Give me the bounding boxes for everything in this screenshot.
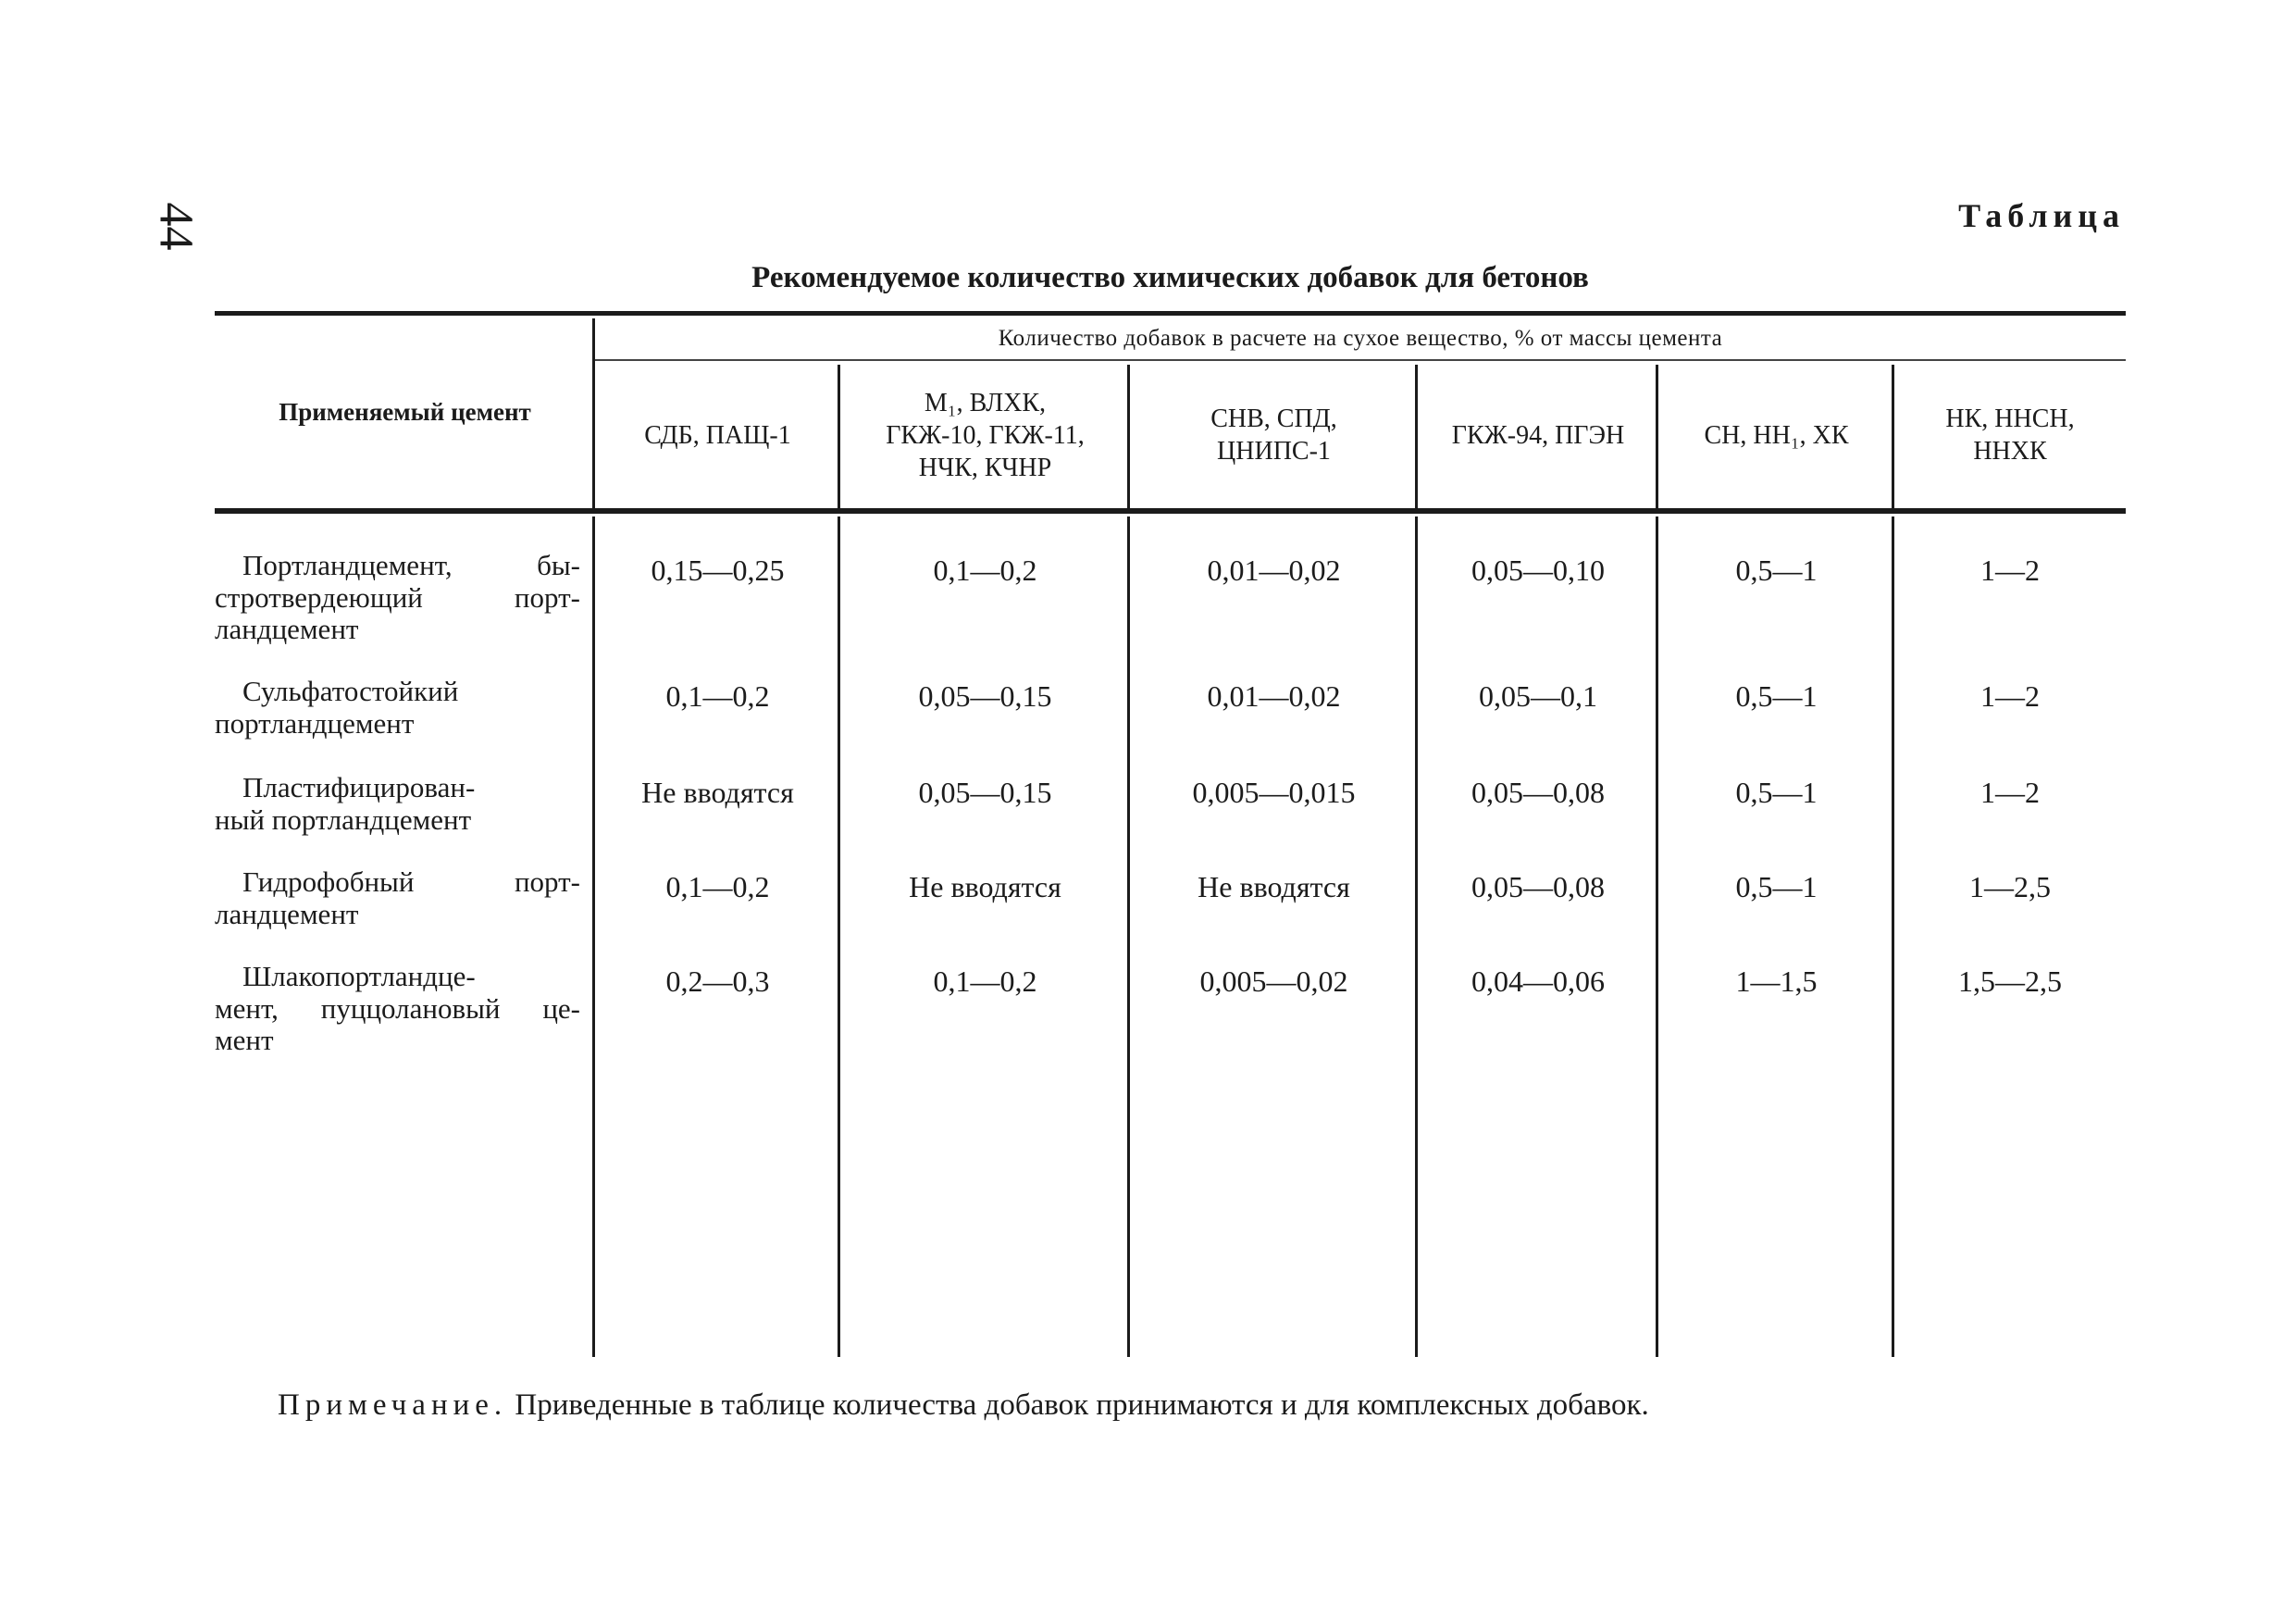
header-divider <box>1892 365 1894 508</box>
header-divider <box>592 318 595 508</box>
column-header-line: НЧК, КЧНР <box>918 453 1052 482</box>
table-cell: 0,005—0,015 <box>1192 776 1356 809</box>
table-cell: Не вводятся <box>641 776 794 809</box>
row-label <box>215 676 580 740</box>
column-header-line: ЦНИПС-1 <box>1217 437 1331 466</box>
row-label-line: Пластифицирован- <box>242 771 476 803</box>
table-cell: 0,05—0,08 <box>1471 776 1605 809</box>
row-label <box>215 866 580 930</box>
table-cell: 1—2 <box>1980 554 2040 587</box>
header-divider <box>1127 365 1130 508</box>
column-header <box>595 362 840 508</box>
column-header-line: ГКЖ-10, ГКЖ-11, <box>886 420 1085 450</box>
stub-header: Применяемый цемент <box>279 397 531 426</box>
table-cell: 0,04—0,06 <box>1471 965 1605 998</box>
table-cell: 0,05—0,15 <box>918 679 1052 713</box>
body-divider <box>592 517 595 1357</box>
row-label-line: ландцемент <box>215 613 359 646</box>
table-cell: 1—2 <box>1980 679 2040 713</box>
note-lead: Примечание. <box>278 1388 508 1422</box>
column-header-line: СН, НН₁, ХК <box>1704 420 1849 450</box>
table-cell: 0,1—0,2 <box>665 679 770 713</box>
body-divider <box>1656 517 1658 1357</box>
body-divider <box>838 517 840 1357</box>
table-cell: 1,5—2,5 <box>1958 965 2062 998</box>
table-cell: Не вводятся <box>1198 870 1350 903</box>
row-label-line: Шлакопортландце- <box>242 960 476 992</box>
header-divider <box>838 365 840 508</box>
table-caption: Рекомендуемое количество химических добавок для бетонов <box>751 261 1589 294</box>
column-header <box>1418 362 1658 508</box>
column-header <box>840 362 1130 508</box>
row-label-line: портландцемент <box>215 706 415 740</box>
table-cell: 1—2 <box>1980 776 2040 809</box>
row-label-line: мент, пуццолановый це- <box>215 991 580 1025</box>
table-cell: 0,01—0,02 <box>1207 554 1341 587</box>
table-cell: 0,15—0,25 <box>651 554 785 587</box>
note-text: Приведенные в таблице количества добавок принимаются и для комплексных добавок. <box>507 1388 1649 1422</box>
table-cell: 0,01—0,02 <box>1207 679 1341 713</box>
table-cell: 1—1,5 <box>1735 965 1818 998</box>
table-cell: Не вводятся <box>909 870 1061 903</box>
column-header-line: М₁, ВЛХК, <box>924 388 1047 417</box>
row-label-line: мент <box>215 1024 274 1057</box>
body-divider <box>1127 517 1130 1357</box>
row-label-line: ландцемент <box>215 897 359 930</box>
table-cell: 1—2,5 <box>1969 870 2051 903</box>
table-cell: 0,1—0,2 <box>665 870 770 903</box>
additives-table <box>215 311 2126 1357</box>
group-header: Количество добавок в расчете на сухое вещество, % от массы цемента <box>998 326 1723 351</box>
table-cell: 0,5—1 <box>1735 776 1818 809</box>
table-cell: 0,05—0,15 <box>918 776 1052 809</box>
body-divider <box>1415 517 1418 1357</box>
column-header <box>1894 362 2126 508</box>
row-label-line: Сульфатостойкий <box>242 675 459 707</box>
table-cell: 0,5—1 <box>1735 554 1818 587</box>
table-cell: 0,1—0,2 <box>933 554 1037 587</box>
table-note <box>278 1388 1649 1423</box>
table-cell: 0,5—1 <box>1735 679 1818 713</box>
table-cell: 0,05—0,1 <box>1479 679 1597 713</box>
column-header-line: НК, ННСН, <box>1945 404 2075 433</box>
table-cell: 0,05—0,08 <box>1471 870 1605 903</box>
table-cell: 0,05—0,10 <box>1471 554 1605 587</box>
column-header-line: ГКЖ-94, ПГЭН <box>1451 420 1625 450</box>
column-header-line: ННХК <box>1973 437 2047 466</box>
row-label <box>215 772 580 836</box>
table-cell: 0,2—0,3 <box>665 965 770 998</box>
header-bottom-rule <box>215 508 2126 514</box>
row-label <box>215 961 580 1057</box>
table-cell: 0,5—1 <box>1735 870 1818 903</box>
table-cell: 0,005—0,02 <box>1199 965 1348 998</box>
row-label-line: Гидрофобный порт- <box>242 865 580 898</box>
column-header-line: СДБ, ПАЩ-1 <box>644 420 791 450</box>
row-label <box>215 550 580 646</box>
group-header-rule <box>595 359 2126 361</box>
body-divider <box>1892 517 1894 1357</box>
row-label-line: стротвердеющий порт- <box>215 580 580 614</box>
table-cell: 0,1—0,2 <box>933 965 1037 998</box>
page-number: 44 <box>149 202 203 251</box>
column-header <box>1658 362 1894 508</box>
row-label-line: Портландцемент, бы- <box>242 549 580 581</box>
row-label-line: ный портландцемент <box>215 803 472 836</box>
header-divider <box>1656 365 1658 508</box>
table-label: Таблица <box>1958 197 2125 234</box>
column-header-line: СНВ, СПД, <box>1210 404 1337 433</box>
column-header <box>1130 362 1418 508</box>
header-divider <box>1415 365 1418 508</box>
